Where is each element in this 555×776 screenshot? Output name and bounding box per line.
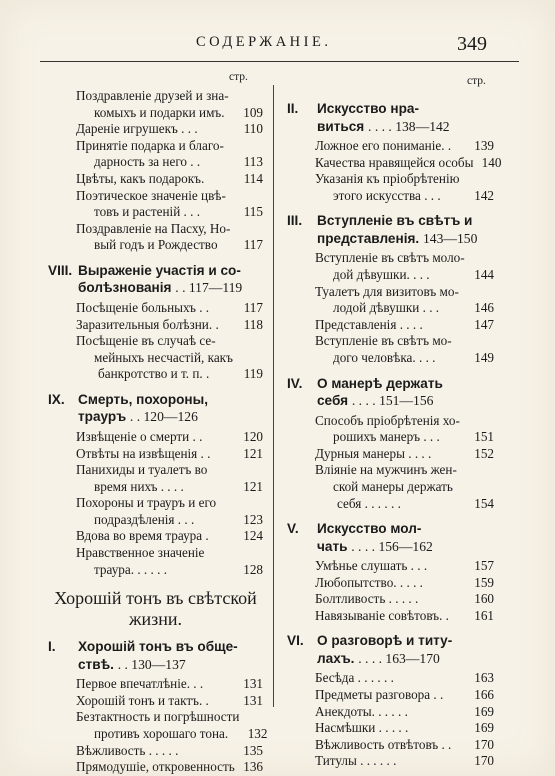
entry-title-line: время нихъ . . . .: [94, 478, 184, 494]
toc-entry: [315, 333, 494, 366]
entry-title-line: Болтливость . . . . .: [315, 591, 419, 607]
entry-title-line: Навязываніе совѣтовъ. .: [315, 607, 449, 623]
toc-entry: [315, 608, 494, 625]
section-title-line: Хорошій тонъ въ обще-: [78, 639, 238, 655]
toc-entry: [76, 300, 263, 317]
toc-entry: [315, 670, 494, 687]
entry-title-line: рошихъ манеръ . . .: [333, 429, 440, 445]
entry-page: 152: [474, 445, 494, 461]
entry-title-line: Безтактность и погрѣшности: [76, 709, 240, 725]
entry-page: 114: [243, 170, 263, 186]
toc-entry: [76, 495, 263, 528]
entry-page: 136: [243, 759, 263, 775]
entry-title-line: Извѣщеніе о смерти . .: [76, 428, 203, 444]
entry-title-line: дого человѣка. . . .: [333, 349, 436, 365]
entry-page: 131: [243, 676, 263, 692]
part-title: Хорошій тонъ въ свѣтской жизни.: [54, 588, 257, 630]
section-title: [78, 638, 263, 673]
toc-entry: [315, 446, 494, 463]
entry-title-line: Панихиды и туалетъ во: [76, 462, 208, 478]
entry-title: [315, 413, 466, 446]
section-title: [317, 100, 494, 135]
toc-section: [48, 391, 263, 426]
entry-title: [76, 693, 235, 710]
toc-entry: [76, 676, 263, 693]
section-page-range: . . 120—126: [129, 409, 198, 425]
entry-title-line: лодой дѣвушки . . .: [333, 300, 440, 316]
entry-title-line: Зарaзительныя болѣзни. .: [76, 316, 219, 332]
entry-title: [315, 575, 466, 592]
section-number: IV.: [287, 375, 303, 391]
entry-title-line: дой дѣвушки. . . .: [333, 266, 430, 282]
toc-group: [48, 429, 263, 578]
entry-title: [76, 88, 235, 121]
entry-page: 157: [474, 558, 494, 574]
section-page-range: . . . . 151—156: [351, 393, 434, 409]
entry-title-line: себя . . . . . .: [337, 495, 401, 511]
entry-title: [76, 446, 235, 463]
entry-title: [76, 333, 235, 383]
toc-entry: [315, 413, 494, 446]
entry-title-line: Любопытство. . . . .: [315, 574, 423, 590]
section-number: VIII.: [48, 262, 73, 278]
toc-entry: [315, 138, 494, 155]
entry-page: 124: [243, 528, 263, 544]
entry-title: [76, 759, 235, 776]
entry-title-line: Способъ пріобрѣтенія хо-: [315, 412, 460, 428]
section-number: III.: [287, 213, 303, 229]
toc-group: [287, 670, 494, 770]
entry-page: 169: [474, 703, 494, 719]
section-title: [78, 262, 263, 297]
toc-group: [287, 413, 494, 513]
entry-page: 121: [243, 478, 263, 494]
entry-title: [76, 188, 235, 221]
toc-entry: [315, 591, 494, 608]
entry-title: [76, 495, 235, 528]
toc-entry: [76, 171, 263, 188]
toc-entry: [76, 88, 263, 121]
entry-title: [76, 743, 235, 760]
entry-page: 120: [243, 428, 263, 444]
section-page-range: . . . . 156—162: [351, 538, 433, 554]
entry-page: 166: [474, 687, 494, 703]
section-number: V.: [287, 521, 299, 537]
entry-title: [76, 545, 235, 578]
entry-page: 146: [474, 300, 494, 316]
entry-title-line: Хорошій тонъ и тактъ. .: [76, 692, 209, 708]
entry-title-line: Посѣщеніе въ случаѣ се-: [76, 333, 216, 349]
entry-title-line: Цвѣты, какъ подарокъ.: [76, 170, 205, 186]
section-title-line: Искусство мол-: [317, 521, 422, 537]
entry-title-line: Дареніе игрушекъ . . .: [76, 121, 198, 137]
entry-title-line: противъ хорошаго тона.: [94, 726, 229, 742]
section-title: [317, 520, 494, 555]
entry-title-line: Титулы . . . . . .: [315, 753, 397, 769]
entry-page: 140: [481, 154, 502, 170]
section-title-line: Искусство нра-: [317, 101, 419, 116]
toc-right-column: [287, 92, 502, 770]
entry-title: [315, 704, 466, 721]
entry-title-line: вый годъ и Рождество: [94, 237, 218, 253]
toc-section: [48, 262, 263, 297]
entry-title-line: Бесѣда . . . . . .: [315, 670, 394, 686]
toc-section: [287, 100, 494, 135]
toc-entry: [76, 545, 263, 578]
entry-title-line: Умѣнье слушать . . .: [315, 558, 428, 574]
entry-title-line: Поздравленіе друзей и зна-: [76, 88, 229, 103]
entry-title-line: Насмѣшки . . . . .: [315, 720, 409, 736]
entry-page: 163: [474, 670, 494, 686]
toc-entry: [315, 753, 494, 770]
toc-entry: [76, 528, 263, 545]
entry-page: 117: [243, 299, 263, 315]
entry-page: 147: [474, 316, 494, 332]
toc-entry: [76, 188, 263, 221]
entry-page: 121: [243, 445, 263, 461]
entry-title-line: Анекдоты. . . . . .: [315, 703, 408, 719]
entry-page: 118: [243, 316, 263, 332]
entry-page: 139: [474, 138, 494, 153]
header-rule: [40, 61, 519, 62]
entry-title: [315, 446, 466, 463]
entry-page: 170: [474, 736, 494, 752]
toc-entry: [76, 693, 263, 710]
entry-title: [315, 171, 466, 204]
toc-entry: [315, 317, 494, 334]
section-title: [317, 212, 494, 247]
toc-group: [287, 250, 494, 366]
section-title-line: О манерѣ держать: [317, 375, 443, 391]
section-title-line: болѣзнованія . . 117—119: [78, 280, 243, 296]
entry-title-line: товъ и растеній . . .: [94, 204, 201, 220]
toc-group: [48, 88, 263, 254]
entry-title: [315, 737, 466, 754]
entry-page: 144: [474, 266, 494, 282]
toc-entry: [315, 171, 494, 204]
toc-entry: [315, 462, 494, 512]
entry-page: 113: [243, 154, 263, 170]
section-page-range: 143—150: [422, 230, 478, 246]
section-title: [317, 375, 494, 410]
entry-page: 115: [243, 204, 263, 220]
section-page-range: . . 117—119: [175, 280, 243, 296]
section-title-line: представленія. 143—150: [317, 230, 478, 246]
entry-title: [76, 317, 235, 334]
entry-title-line: Поэтическое значеніе цвѣ-: [76, 187, 226, 203]
toc-group: [48, 300, 263, 383]
entry-page: 110: [243, 121, 263, 137]
toc-entry: [315, 687, 494, 704]
entry-title: [315, 558, 466, 575]
page-column-label-left: стр.: [229, 71, 248, 83]
entry-title-line: Дурныя манеры . . . .: [315, 445, 432, 461]
toc-entry: [76, 759, 263, 776]
page-number: 349: [457, 33, 487, 55]
page-column-label-right: стр.: [467, 75, 486, 87]
toc-entry: [315, 575, 494, 592]
entry-page: 128: [243, 561, 263, 577]
toc-entry: [76, 317, 263, 334]
entry-page: 135: [243, 742, 263, 758]
entry-page: 119: [243, 366, 263, 382]
entry-title: [76, 138, 235, 171]
toc-section: [287, 520, 494, 555]
section-title-line: О разговорѣ и титу-: [317, 633, 453, 649]
section-page-range: . . . . 163—170: [358, 650, 440, 666]
section-number: I.: [48, 639, 56, 655]
toc-section: [287, 632, 494, 667]
toc-entry: [315, 284, 494, 317]
entry-title: [76, 462, 235, 495]
entry-title: [76, 171, 235, 188]
entry-title-line: Вдова во время траура .: [76, 528, 209, 544]
section-number: IX.: [48, 391, 65, 407]
entry-title-line: Вѣжливость отвѣтовъ . .: [315, 736, 452, 752]
entry-title: [76, 429, 235, 446]
toc-entry: [315, 720, 494, 737]
entry-title: [315, 317, 466, 334]
entry-title: [315, 687, 466, 704]
toc-entry: [76, 221, 263, 254]
entry-title-line: банкротство и т. п. .: [98, 366, 210, 382]
entry-title: [76, 300, 235, 317]
section-title-line: Вступленіе въ свѣтъ и: [317, 213, 473, 229]
entry-title-line: Похороны и трауръ и его: [76, 495, 217, 511]
running-header-title: СОДЕРЖАНІЕ.: [196, 34, 332, 50]
entry-page: 117: [243, 237, 263, 253]
section-title-line: лахъ. . . . . 163—170: [317, 650, 440, 666]
section-title-line: себя . . . . 151—156: [317, 393, 434, 409]
entry-page: 160: [474, 591, 494, 607]
entry-title-line: Поздравленіе на Пасху, Но-: [76, 220, 231, 236]
section-title-line: виться . . . . 138—142: [317, 118, 450, 134]
entry-page: 159: [474, 574, 494, 590]
toc-group: [287, 558, 494, 624]
toc-entry: [315, 250, 494, 283]
entry-page: 161: [474, 607, 494, 623]
toc-group: [48, 676, 268, 776]
entry-title-line: этого искусства . . .: [333, 187, 441, 203]
entry-title: [315, 462, 466, 512]
section-title-line: Смерть, похороны,: [78, 391, 209, 407]
toc-entry: [315, 737, 494, 754]
entry-page: 142: [474, 187, 494, 203]
toc-entry: [76, 709, 268, 742]
section-title-line: трауръ . . 120—126: [78, 409, 198, 425]
entry-title-line: мейныхъ несчастій, какъ: [94, 349, 233, 365]
entry-title-line: Прямодушіе, откровенность: [76, 759, 235, 775]
entry-page: 123: [243, 511, 263, 527]
entry-title-line: Вступленіе въ свѣтъ моло-: [315, 250, 465, 266]
entry-title-line: Ложное его пониманіе. .: [315, 138, 452, 153]
section-title: [78, 391, 263, 426]
entry-title-line: Представленія . . . .: [315, 316, 423, 332]
toc-entry: [76, 333, 263, 383]
entry-title-line: Принятіе подарка и благо-: [76, 137, 224, 153]
entry-title: [315, 250, 466, 283]
entry-title-line: Вступленіе въ свѣтъ мо-: [315, 333, 452, 349]
section-title-line: чать . . . . 156—162: [317, 538, 433, 554]
toc-left-column: [48, 88, 268, 776]
section-title-line: ствѣ. . . 130—137: [78, 656, 186, 672]
entry-title: [315, 670, 466, 687]
entry-title-line: комыхъ и подарки имъ.: [94, 104, 225, 120]
toc-section: [48, 638, 263, 673]
entry-title: [76, 676, 235, 693]
toc-entry: [315, 704, 494, 721]
toc-entry: [76, 446, 263, 463]
entry-title-line: дарность за него . .: [94, 154, 201, 170]
entry-title-line: Вѣжливость . . . . .: [76, 742, 179, 758]
entry-title: [76, 709, 239, 742]
entry-title: [315, 753, 466, 770]
entry-title-line: Туалетъ для визитовъ мо-: [315, 283, 459, 299]
entry-page: 109: [243, 104, 263, 120]
toc-entry: [315, 154, 502, 172]
entry-title: [315, 591, 466, 608]
section-page-range: . . 130—137: [117, 656, 186, 672]
entry-title: [315, 138, 466, 155]
entry-title: [315, 284, 466, 317]
entry-title: [76, 121, 235, 138]
entry-title-line: Отвѣты на извѣщенія . .: [76, 445, 211, 461]
toc-entry: [76, 429, 263, 446]
section-title-line: Выраженіе участія и со-: [78, 262, 241, 278]
toc-entry: [76, 121, 263, 138]
entry-title-line: Указанія къ пріобрѣтенію: [315, 171, 460, 187]
section-page-range: . . . . 138—142: [368, 118, 450, 134]
entry-title-line: траура. . . . . .: [94, 561, 168, 577]
toc-group: [287, 138, 502, 204]
entry-title-line: Нравственное значеніе: [76, 545, 205, 561]
entry-title: [315, 333, 466, 366]
toc-section: [287, 375, 494, 410]
entry-title-line: подраздѣленія . . .: [94, 511, 195, 527]
toc-entry: [315, 558, 494, 575]
entry-title-line: Предметы разговора . .: [315, 687, 444, 703]
entry-page: 132: [247, 726, 268, 742]
entry-title-line: Вліяніе на мужчинъ жен-: [315, 462, 457, 478]
toc-entry: [76, 462, 263, 495]
entry-page: 154: [474, 495, 494, 511]
entry-page: 151: [474, 429, 494, 445]
entry-title: [315, 608, 466, 625]
toc-section: [287, 212, 494, 247]
entry-page: 169: [474, 720, 494, 736]
entry-title-line: Первое впечатлѣніе. . .: [76, 676, 204, 692]
entry-title: [315, 155, 473, 172]
entry-page: 149: [474, 349, 494, 365]
entry-title: [76, 528, 235, 545]
section-title: [317, 632, 494, 667]
entry-title: [76, 221, 235, 254]
section-number: II.: [287, 101, 299, 116]
entry-page: 131: [243, 692, 263, 708]
toc-entry: [76, 138, 263, 171]
entry-title-line: ской манеры держать: [333, 478, 453, 494]
section-number: VI.: [287, 633, 304, 649]
entry-title: [315, 720, 466, 737]
entry-title-line: Качества нравящейся особы: [315, 154, 474, 170]
entry-title-line: Посѣщеніе больныхъ . .: [76, 299, 210, 315]
column-divider: [273, 85, 274, 707]
entry-page: 170: [474, 753, 494, 769]
toc-entry: [76, 743, 263, 760]
